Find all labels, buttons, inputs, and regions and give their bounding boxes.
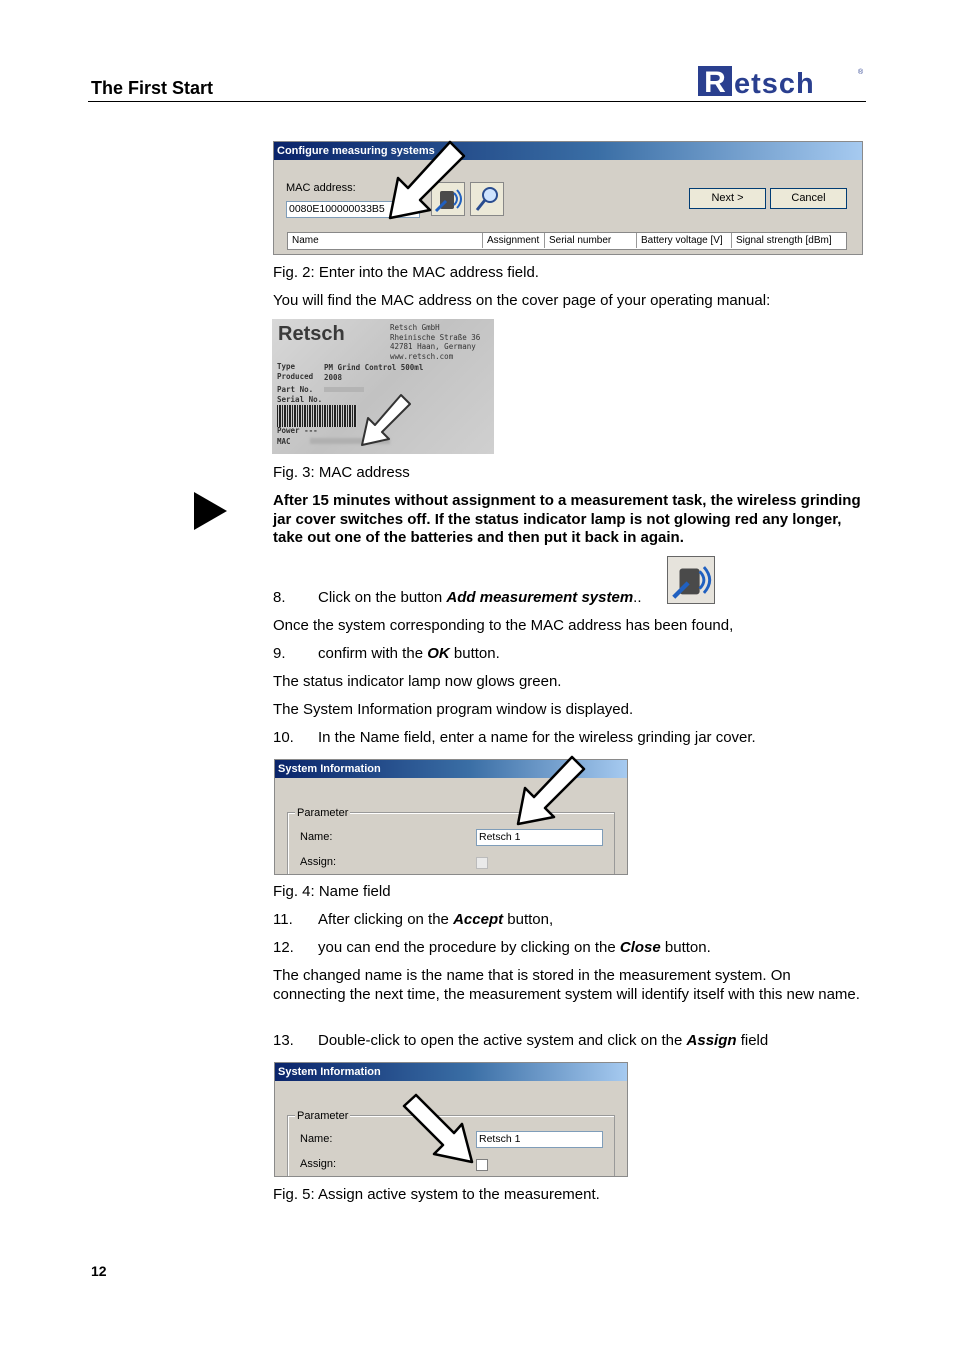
section-title: The First Start: [91, 78, 214, 98]
fig2-caption: Fig. 2: Enter into the MAC address field.: [273, 264, 539, 281]
pointer-arrow-icon: [356, 391, 416, 451]
name-field[interactable]: Retsch 1: [476, 829, 603, 846]
step-8-number: 8.: [273, 589, 286, 606]
mac-address-label-photo: [272, 319, 494, 454]
pointer-arrow-icon: [510, 754, 590, 834]
systems-list-header: [287, 232, 847, 250]
search-button[interactable]: [470, 182, 504, 216]
company-line: Retsch GmbH: [390, 323, 440, 332]
column-battery-voltage[interactable]: Battery voltage [V]: [637, 233, 732, 248]
changed-name-text: The changed name is the name that is stored in the measurement system. On connecting the next time, the measurement system will identify itself with this new name.: [273, 967, 860, 1003]
fig4-caption: Fig. 4: Name field: [273, 883, 391, 900]
type-value: PM Grind Control 500ml: [324, 363, 424, 372]
name-label: Name:: [300, 831, 333, 843]
column-name[interactable]: Name: [288, 233, 483, 248]
pointer-arrow-icon: [400, 1092, 480, 1172]
window-displayed-text: The System Information program window is displayed.: [273, 701, 634, 718]
window-title: System Information: [275, 760, 627, 778]
mac-address-field[interactable]: 0080E100000033B5: [286, 201, 420, 218]
name-field[interactable]: Retsch 1: [476, 1131, 603, 1148]
column-serial-number[interactable]: Serial number: [545, 233, 637, 248]
note-triangle-icon: [194, 492, 227, 530]
configure-measuring-systems-window: [273, 141, 863, 255]
svg-text:®: ®: [858, 69, 864, 76]
window-title: System Information: [275, 1063, 627, 1081]
part-no-label: Part No.: [277, 385, 314, 394]
step-10-text: In the Name field, enter a name for the wireless grinding jar cover.: [318, 729, 756, 746]
label-logo: Retsch: [278, 323, 345, 345]
retsch-logo: [697, 63, 865, 104]
produced-value: 2008: [324, 373, 343, 382]
mac-cover-text: You will find the MAC address on the cover page of your operating manual:: [273, 292, 771, 309]
produced-label: Produced: [277, 372, 314, 381]
assign-label: Assign:: [300, 1158, 337, 1170]
assign-checkbox[interactable]: [476, 857, 488, 869]
pointer-arrow-icon: [382, 140, 472, 230]
serial-no-label: Serial No.: [277, 395, 323, 404]
mac-label: MAC: [277, 437, 291, 446]
column-assignment[interactable]: Assignment: [483, 233, 545, 248]
name-label: Name:: [300, 1133, 333, 1145]
step-9-number: 9.: [273, 645, 286, 662]
add-measurement-system-icon: [668, 557, 714, 603]
step-11-number: 11.: [273, 911, 293, 928]
company-line: 42781 Haan, Germany: [390, 342, 476, 351]
step-12-number: 12.: [273, 939, 294, 956]
green-lamp-text: The status indicator lamp now glows green.: [273, 673, 562, 690]
step-9-text: confirm with the OK button.: [318, 645, 500, 662]
step-8-text: Click on the button Add measurement system..: [318, 589, 642, 606]
fig5-caption: Fig. 5: Assign active system to the measurement.: [273, 1186, 600, 1203]
barcode: [277, 405, 357, 427]
type-label: Type: [277, 362, 296, 371]
svg-text:etsch: etsch: [734, 68, 815, 99]
column-signal-strength[interactable]: Signal strength [dBm]: [736, 235, 832, 246]
page-number: 12: [91, 1263, 107, 1279]
window-title: Configure measuring systems: [274, 142, 862, 160]
fig3-caption: Fig. 3: MAC address: [273, 464, 410, 481]
step-13-text: Double-click to open the active system and click on the Assign field: [318, 1032, 769, 1049]
battery-note: After 15 minutes without assignment to a measurement task, the wireless grinding jar cover switches off. If the status indicator lamp is not glowing red any longer, take out one of the batteries and then put it back in again.: [273, 492, 861, 546]
svg-text:R: R: [704, 66, 726, 99]
step-10-number: 10.: [273, 729, 294, 746]
company-line: www.retsch.com: [390, 351, 454, 361]
company-line: Rheinische Straße 36: [390, 332, 481, 342]
parameter-group-label: Parameter: [297, 1110, 349, 1122]
header-rule: [88, 101, 866, 102]
cancel-button[interactable]: Cancel: [770, 188, 847, 209]
step-13-number: 13.: [273, 1032, 294, 1049]
power-label: Power ---: [277, 426, 318, 435]
parameter-group-label: Parameter: [297, 807, 349, 819]
found-text: Once the system corresponding to the MAC address has been found,: [273, 617, 734, 634]
step-11-text: After clicking on the Accept button,: [318, 911, 554, 928]
step-12-text: you can end the procedure by clicking on the Close button.: [318, 939, 711, 956]
next-button[interactable]: Next >: [689, 188, 766, 209]
search-icon: [471, 183, 503, 215]
assign-label: Assign:: [300, 856, 337, 868]
add-measurement-system-button[interactable]: [667, 556, 715, 604]
mac-address-label: MAC address:: [286, 182, 356, 194]
